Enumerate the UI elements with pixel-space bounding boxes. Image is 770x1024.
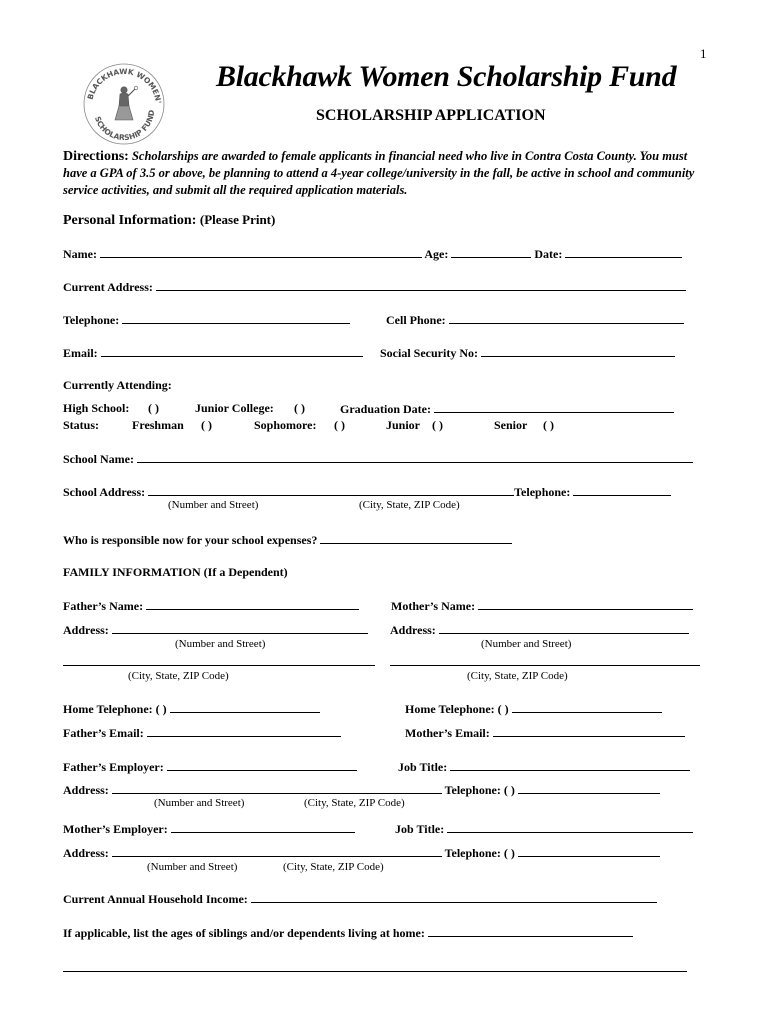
mother-job-title-label: Job Title: (395, 822, 445, 836)
mother-address-label: Address: (390, 623, 436, 637)
mothers-employer-row (63, 821, 355, 837)
date-field[interactable] (565, 246, 682, 258)
name-field[interactable] (100, 246, 422, 258)
family-info-heading: FAMILY INFORMATION (If a Dependent) (63, 565, 288, 579)
school-name-label: School Name: (63, 452, 134, 466)
sophomore-label: Sophomore: (254, 418, 317, 432)
mothers-email-row (405, 725, 685, 741)
fathers-email-row (63, 725, 341, 741)
mothers-email-field[interactable] (493, 725, 685, 737)
telephone-field[interactable] (122, 312, 350, 324)
mothers-name-row (391, 598, 693, 614)
fathers-employer-field[interactable] (167, 759, 357, 771)
household-income-label: Current Annual Household Income: (63, 892, 248, 906)
junior-checkbox[interactable]: ( ) (432, 418, 443, 432)
mother-employer-telephone-field[interactable] (518, 845, 660, 857)
high-school-label: High School: (63, 401, 130, 415)
father-employer-address-field[interactable] (112, 782, 442, 794)
svg-text:SCHOLARSHIP FUND: SCHOLARSHIP FUND (92, 109, 157, 143)
telephone-label: Telephone: (63, 313, 120, 327)
mother-home-telephone-row (405, 701, 662, 717)
father-employer-telephone-field[interactable] (518, 782, 660, 794)
father-employer-telephone-label: Telephone: ( ) (444, 783, 515, 797)
father-employer-address-row (63, 782, 660, 798)
mother-city-hint: (City, State, ZIP Code) (467, 670, 568, 682)
mother-employer-hint-city: (City, State, ZIP Code) (283, 861, 384, 873)
expenses-field[interactable] (320, 532, 512, 544)
father-employer-hint-city: (City, State, ZIP Code) (304, 797, 405, 809)
graduation-date-row (340, 401, 674, 417)
father-home-telephone-row (63, 701, 320, 717)
mother-address-hint-street: (Number and Street) (481, 638, 572, 650)
currently-attending-heading: Currently Attending: (63, 378, 172, 392)
email-field[interactable] (101, 345, 363, 357)
fathers-name-field[interactable] (146, 598, 359, 610)
siblings-row (63, 925, 633, 941)
freshman-label: Freshman (132, 418, 184, 432)
father-job-title-field[interactable] (450, 759, 690, 771)
father-city-field[interactable] (63, 654, 375, 666)
fathers-name-row (63, 598, 359, 614)
current-address-field[interactable] (156, 279, 686, 291)
directions-label: Directions: (63, 149, 129, 164)
school-address-label: School Address: (63, 485, 146, 499)
name-row (63, 246, 682, 262)
cell-phone-field[interactable] (449, 312, 684, 324)
logo-seal (82, 62, 166, 146)
mother-employer-address-label: Address: (63, 846, 109, 860)
expenses-row (63, 532, 512, 548)
school-address-field[interactable] (148, 484, 514, 496)
siblings-label: If applicable, list the ages of siblings and/or dependents living at home: (63, 926, 425, 940)
telephone-row (63, 312, 350, 328)
email-label: Email: (63, 346, 98, 360)
cell-phone-label: Cell Phone: (386, 313, 446, 327)
expenses-question: Who is responsible now for your school expenses? (63, 533, 318, 547)
graduation-date-field[interactable] (434, 401, 674, 413)
school-address-row (63, 484, 671, 500)
date-label: Date: (534, 247, 563, 261)
school-name-field[interactable] (137, 451, 693, 463)
father-city-hint: (City, State, ZIP Code) (128, 670, 229, 682)
mother-home-telephone-field[interactable] (512, 701, 662, 713)
mother-home-telephone-label: Home Telephone: ( ) (405, 702, 509, 716)
current-address-label: Current Address: (63, 280, 153, 294)
senior-label: Senior (494, 418, 528, 432)
household-income-field[interactable] (251, 891, 657, 903)
mother-address-row (390, 622, 689, 638)
father-employer-address-label: Address: (63, 783, 109, 797)
junior-label: Junior (386, 418, 421, 432)
personal-info-heading: Personal Information: (Please Print) (63, 212, 276, 228)
ssn-field[interactable] (481, 345, 675, 357)
mother-job-title-field[interactable] (447, 821, 693, 833)
mothers-employer-field[interactable] (171, 821, 355, 833)
freshman-checkbox[interactable]: ( ) (201, 418, 212, 432)
father-address-label: Address: (63, 623, 109, 637)
mother-employer-address-field[interactable] (112, 845, 442, 857)
mother-city-field[interactable] (390, 654, 700, 666)
fathers-employer-label: Father’s Employer: (63, 760, 164, 774)
mothers-name-field[interactable] (478, 598, 693, 610)
junior-college-label: Junior College: (195, 401, 274, 415)
school-address-hint-city: (City, State, ZIP Code) (359, 499, 460, 511)
graduation-date-label: Graduation Date: (340, 402, 431, 416)
mothers-employer-label: Mother’s Employer: (63, 822, 168, 836)
father-address-hint-street: (Number and Street) (175, 638, 266, 650)
siblings-field[interactable] (428, 925, 633, 937)
school-name-row (63, 451, 693, 467)
cell-phone-row (386, 312, 684, 328)
mother-job-title-row (395, 821, 693, 837)
father-job-title-row (398, 759, 690, 775)
fathers-employer-row (63, 759, 357, 775)
father-home-telephone-field[interactable] (170, 701, 320, 713)
fathers-name-label: Father’s Name: (63, 599, 144, 613)
father-job-title-label: Job Title: (398, 760, 448, 774)
mother-employer-address-row (63, 845, 660, 861)
siblings-field-continued[interactable] (63, 960, 687, 972)
fathers-email-label: Father’s Email: (63, 726, 144, 740)
page-number: 1 (700, 46, 707, 61)
age-field[interactable] (451, 246, 531, 258)
mother-employer-hint-street: (Number and Street) (147, 861, 238, 873)
father-home-telephone-label: Home Telephone: ( ) (63, 702, 167, 716)
father-address-field[interactable] (112, 622, 368, 634)
ssn-label: Social Security No: (380, 346, 478, 360)
senior-checkbox[interactable]: ( ) (543, 418, 554, 432)
mother-address-field[interactable] (439, 622, 689, 634)
fathers-email-field[interactable] (147, 725, 341, 737)
form-title: Blackhawk Women Scholarship Fund (216, 60, 677, 93)
directions-block (63, 148, 713, 199)
current-address-row (63, 279, 686, 295)
high-school-checkbox[interactable]: ( ) (148, 401, 159, 415)
household-income-row (63, 891, 657, 907)
school-telephone-label: Telephone: (514, 485, 571, 499)
school-telephone-field[interactable] (573, 484, 671, 496)
father-address-row (63, 622, 368, 638)
junior-college-checkbox[interactable]: ( ) (294, 401, 305, 415)
mother-employer-telephone-label: Telephone: ( ) (444, 846, 515, 860)
email-row (63, 345, 363, 361)
sophomore-checkbox[interactable]: ( ) (334, 418, 345, 432)
father-employer-hint-street: (Number and Street) (154, 797, 245, 809)
mothers-name-label: Mother’s Name: (391, 599, 476, 613)
name-label: Name: (63, 247, 97, 261)
school-address-hint-street: (Number and Street) (168, 499, 259, 511)
mothers-email-label: Mother’s Email: (405, 726, 490, 740)
directions-text: Scholarships are awarded to female applicants in financial need who live in Contra Costa County. You must have a GPA of 3.5 or above, be planning to attend a 4-year college/university in the fall, be active in school and community service activities, and submit all the required application materials. (63, 149, 695, 197)
age-label: Age: (424, 247, 449, 261)
form-subtitle: SCHOLARSHIP APPLICATION (316, 107, 546, 124)
ssn-row (380, 345, 675, 361)
status-label: Status: (63, 418, 100, 432)
svg-text:BLACKHAWK WOMEN'S: BLACKHAWK WOMEN' (85, 66, 163, 104)
